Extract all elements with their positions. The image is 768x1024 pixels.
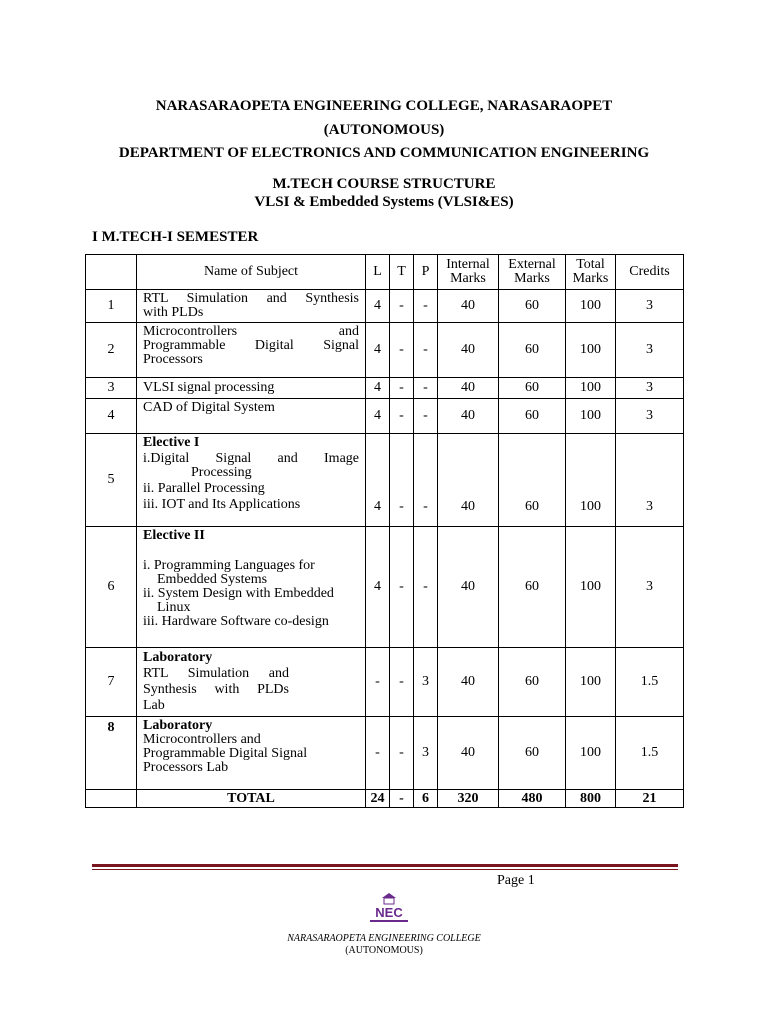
internal-value: 40 (438, 323, 499, 378)
credits-value: 3 (616, 378, 684, 399)
course-table (85, 254, 684, 808)
total-credits: 21 (616, 790, 684, 808)
subject-line: ii. Parallel Processing (143, 481, 265, 496)
row-no: 2 (86, 323, 137, 378)
total-p: 6 (414, 790, 438, 808)
subject-line: RTL Simulation and Synthesis (143, 291, 359, 306)
p-value: - (414, 399, 438, 434)
l-value: 4 (366, 527, 390, 648)
subject-cell (137, 434, 366, 527)
row-no: 7 (86, 648, 137, 717)
total-external: 480 (499, 790, 566, 808)
total-total: 800 (566, 790, 616, 808)
footer-autonomous: (AUTONOMOUS) (345, 945, 423, 956)
total-row (86, 790, 684, 808)
header-internal: Internal Marks (438, 255, 499, 290)
internal-value: 40 (438, 717, 499, 790)
course-structure-title: M.TECH COURSE STRUCTURE (272, 176, 496, 192)
t-value: - (390, 399, 414, 434)
subject-cell (137, 527, 366, 648)
header-credits: Credits (616, 255, 684, 290)
l-value: 4 (366, 378, 390, 399)
row-no: 3 (86, 378, 137, 399)
subject-line: Programmable Digital Signal (143, 338, 359, 353)
spacer (143, 545, 359, 559)
header-sno (86, 255, 137, 290)
total-value: 100 (566, 323, 616, 378)
subject-cell (137, 717, 366, 790)
subject-line: ii. System Design with Embedded (143, 586, 334, 601)
subject-line: iii. Hardware Software co-design (143, 614, 329, 629)
external-value: 60 (499, 290, 566, 323)
page-number: Page 1 (497, 873, 535, 888)
table-row (86, 323, 684, 378)
total-internal: 320 (438, 790, 499, 808)
college-name: NARASARAOPETA ENGINEERING COLLEGE, NARASARAOPET (155, 98, 613, 114)
header-p: P (414, 255, 438, 290)
credits-value: 3 (616, 527, 684, 648)
header-t: T (390, 255, 414, 290)
header-l: L (366, 255, 390, 290)
p-value: 3 (414, 648, 438, 717)
external-value: 60 (499, 527, 566, 648)
row-no: 1 (86, 290, 137, 323)
subject-line: with PLDs (143, 305, 204, 320)
footer-rule-thin (92, 869, 678, 870)
t-value: - (390, 648, 414, 717)
external-value: 60 (499, 378, 566, 399)
subject-cell (137, 323, 366, 378)
logo-text: NEC (375, 905, 403, 920)
total-label: TOTAL (137, 790, 366, 808)
total-value: 100 (566, 434, 616, 527)
credits-value: 3 (616, 434, 684, 527)
header-subject: Name of Subject (137, 255, 366, 290)
internal-value: 40 (438, 378, 499, 399)
p-value: - (414, 434, 438, 527)
subject-line: iii. IOT and Its Applications (143, 497, 301, 512)
total-t: - (390, 790, 414, 808)
subject-line: Programmable Digital Signal (143, 746, 308, 761)
subject-cell (137, 648, 366, 717)
subject-line: VLSI signal processing (143, 380, 275, 395)
elective-heading: Laboratory (143, 718, 213, 733)
header-external: External Marks (499, 255, 566, 290)
total-value: 100 (566, 290, 616, 323)
header-total: Total Marks (566, 255, 616, 290)
external-value: 60 (499, 648, 566, 717)
subject-cell (137, 290, 366, 323)
credits-value: 3 (616, 323, 684, 378)
t-value: - (390, 527, 414, 648)
subject-line: Microcontrollers and (143, 324, 359, 339)
row-no: 5 (86, 434, 137, 527)
subject-line: RTL Simulation and (143, 666, 289, 681)
elective-heading: Elective II (143, 528, 205, 543)
total-l: 24 (366, 790, 390, 808)
total-value: 100 (566, 527, 616, 648)
total-value: 100 (566, 717, 616, 790)
external-value: 60 (499, 717, 566, 790)
l-value: - (366, 648, 390, 717)
row-no: 4 (86, 399, 137, 434)
external-value: 60 (499, 399, 566, 434)
credits-value: 3 (616, 290, 684, 323)
subject-line: Processors Lab (143, 760, 229, 775)
subject-line: CAD of Digital System (143, 400, 275, 415)
internal-value: 40 (438, 290, 499, 323)
table-row (86, 290, 684, 323)
autonomous-label: (AUTONOMOUS) (323, 122, 445, 138)
elective-heading: Laboratory (143, 650, 213, 665)
subject-line: Linux (157, 600, 191, 615)
table-row (86, 399, 684, 434)
credits-value: 1.5 (616, 717, 684, 790)
table-row (86, 378, 684, 399)
table-row (86, 717, 684, 790)
credits-value: 1.5 (616, 648, 684, 717)
t-value: - (390, 323, 414, 378)
table-row (86, 648, 684, 717)
l-value: - (366, 717, 390, 790)
external-value: 60 (499, 434, 566, 527)
subject-line: Synthesis with PLDs (143, 682, 289, 697)
p-value: - (414, 323, 438, 378)
footer-college: NARASARAOPETA ENGINEERING COLLEGE (287, 933, 481, 944)
subject-line: Embedded Systems (157, 572, 268, 587)
t-value: - (390, 434, 414, 527)
semester-heading: I M.TECH-I SEMESTER (92, 229, 259, 245)
l-value: 4 (366, 399, 390, 434)
row-no: 8 (86, 717, 137, 790)
subject-line: Lab (143, 698, 165, 713)
internal-value: 40 (438, 527, 499, 648)
department-name: DEPARTMENT OF ELECTRONICS AND COMMUNICATION ENGINEERING (118, 145, 650, 161)
footer-rule (92, 864, 678, 867)
elective-heading: Elective I (143, 435, 200, 450)
total-value: 100 (566, 378, 616, 399)
subject-line: i.Digital Signal and Image (143, 451, 359, 466)
subject-line: i. Programming Languages for (143, 558, 315, 573)
p-value: - (414, 290, 438, 323)
subject-cell (137, 399, 366, 434)
total-value: 100 (566, 399, 616, 434)
row-no: 6 (86, 527, 137, 648)
subject-line: Microcontrollers and (143, 732, 261, 747)
total-blank (86, 790, 137, 808)
table-row (86, 434, 684, 527)
p-value: - (414, 378, 438, 399)
t-value: - (390, 717, 414, 790)
internal-value: 40 (438, 648, 499, 717)
p-value: - (414, 527, 438, 648)
external-value: 60 (499, 323, 566, 378)
t-value: - (390, 290, 414, 323)
l-value: 4 (366, 323, 390, 378)
credits-value: 3 (616, 399, 684, 434)
college-logo (364, 890, 414, 930)
p-value: 3 (414, 717, 438, 790)
program-title: VLSI & Embedded Systems (VLSI&ES) (254, 194, 514, 210)
internal-value: 40 (438, 399, 499, 434)
table-row (86, 527, 684, 648)
subject-line: Processors (143, 352, 203, 367)
table-header-row (86, 255, 684, 290)
t-value: - (390, 378, 414, 399)
nec-logo-icon (364, 890, 414, 930)
subject-line: Processing (191, 465, 252, 480)
l-value: 4 (366, 290, 390, 323)
internal-value: 40 (438, 434, 499, 527)
total-value: 100 (566, 648, 616, 717)
subject-cell (137, 378, 366, 399)
l-value: 4 (366, 434, 390, 527)
